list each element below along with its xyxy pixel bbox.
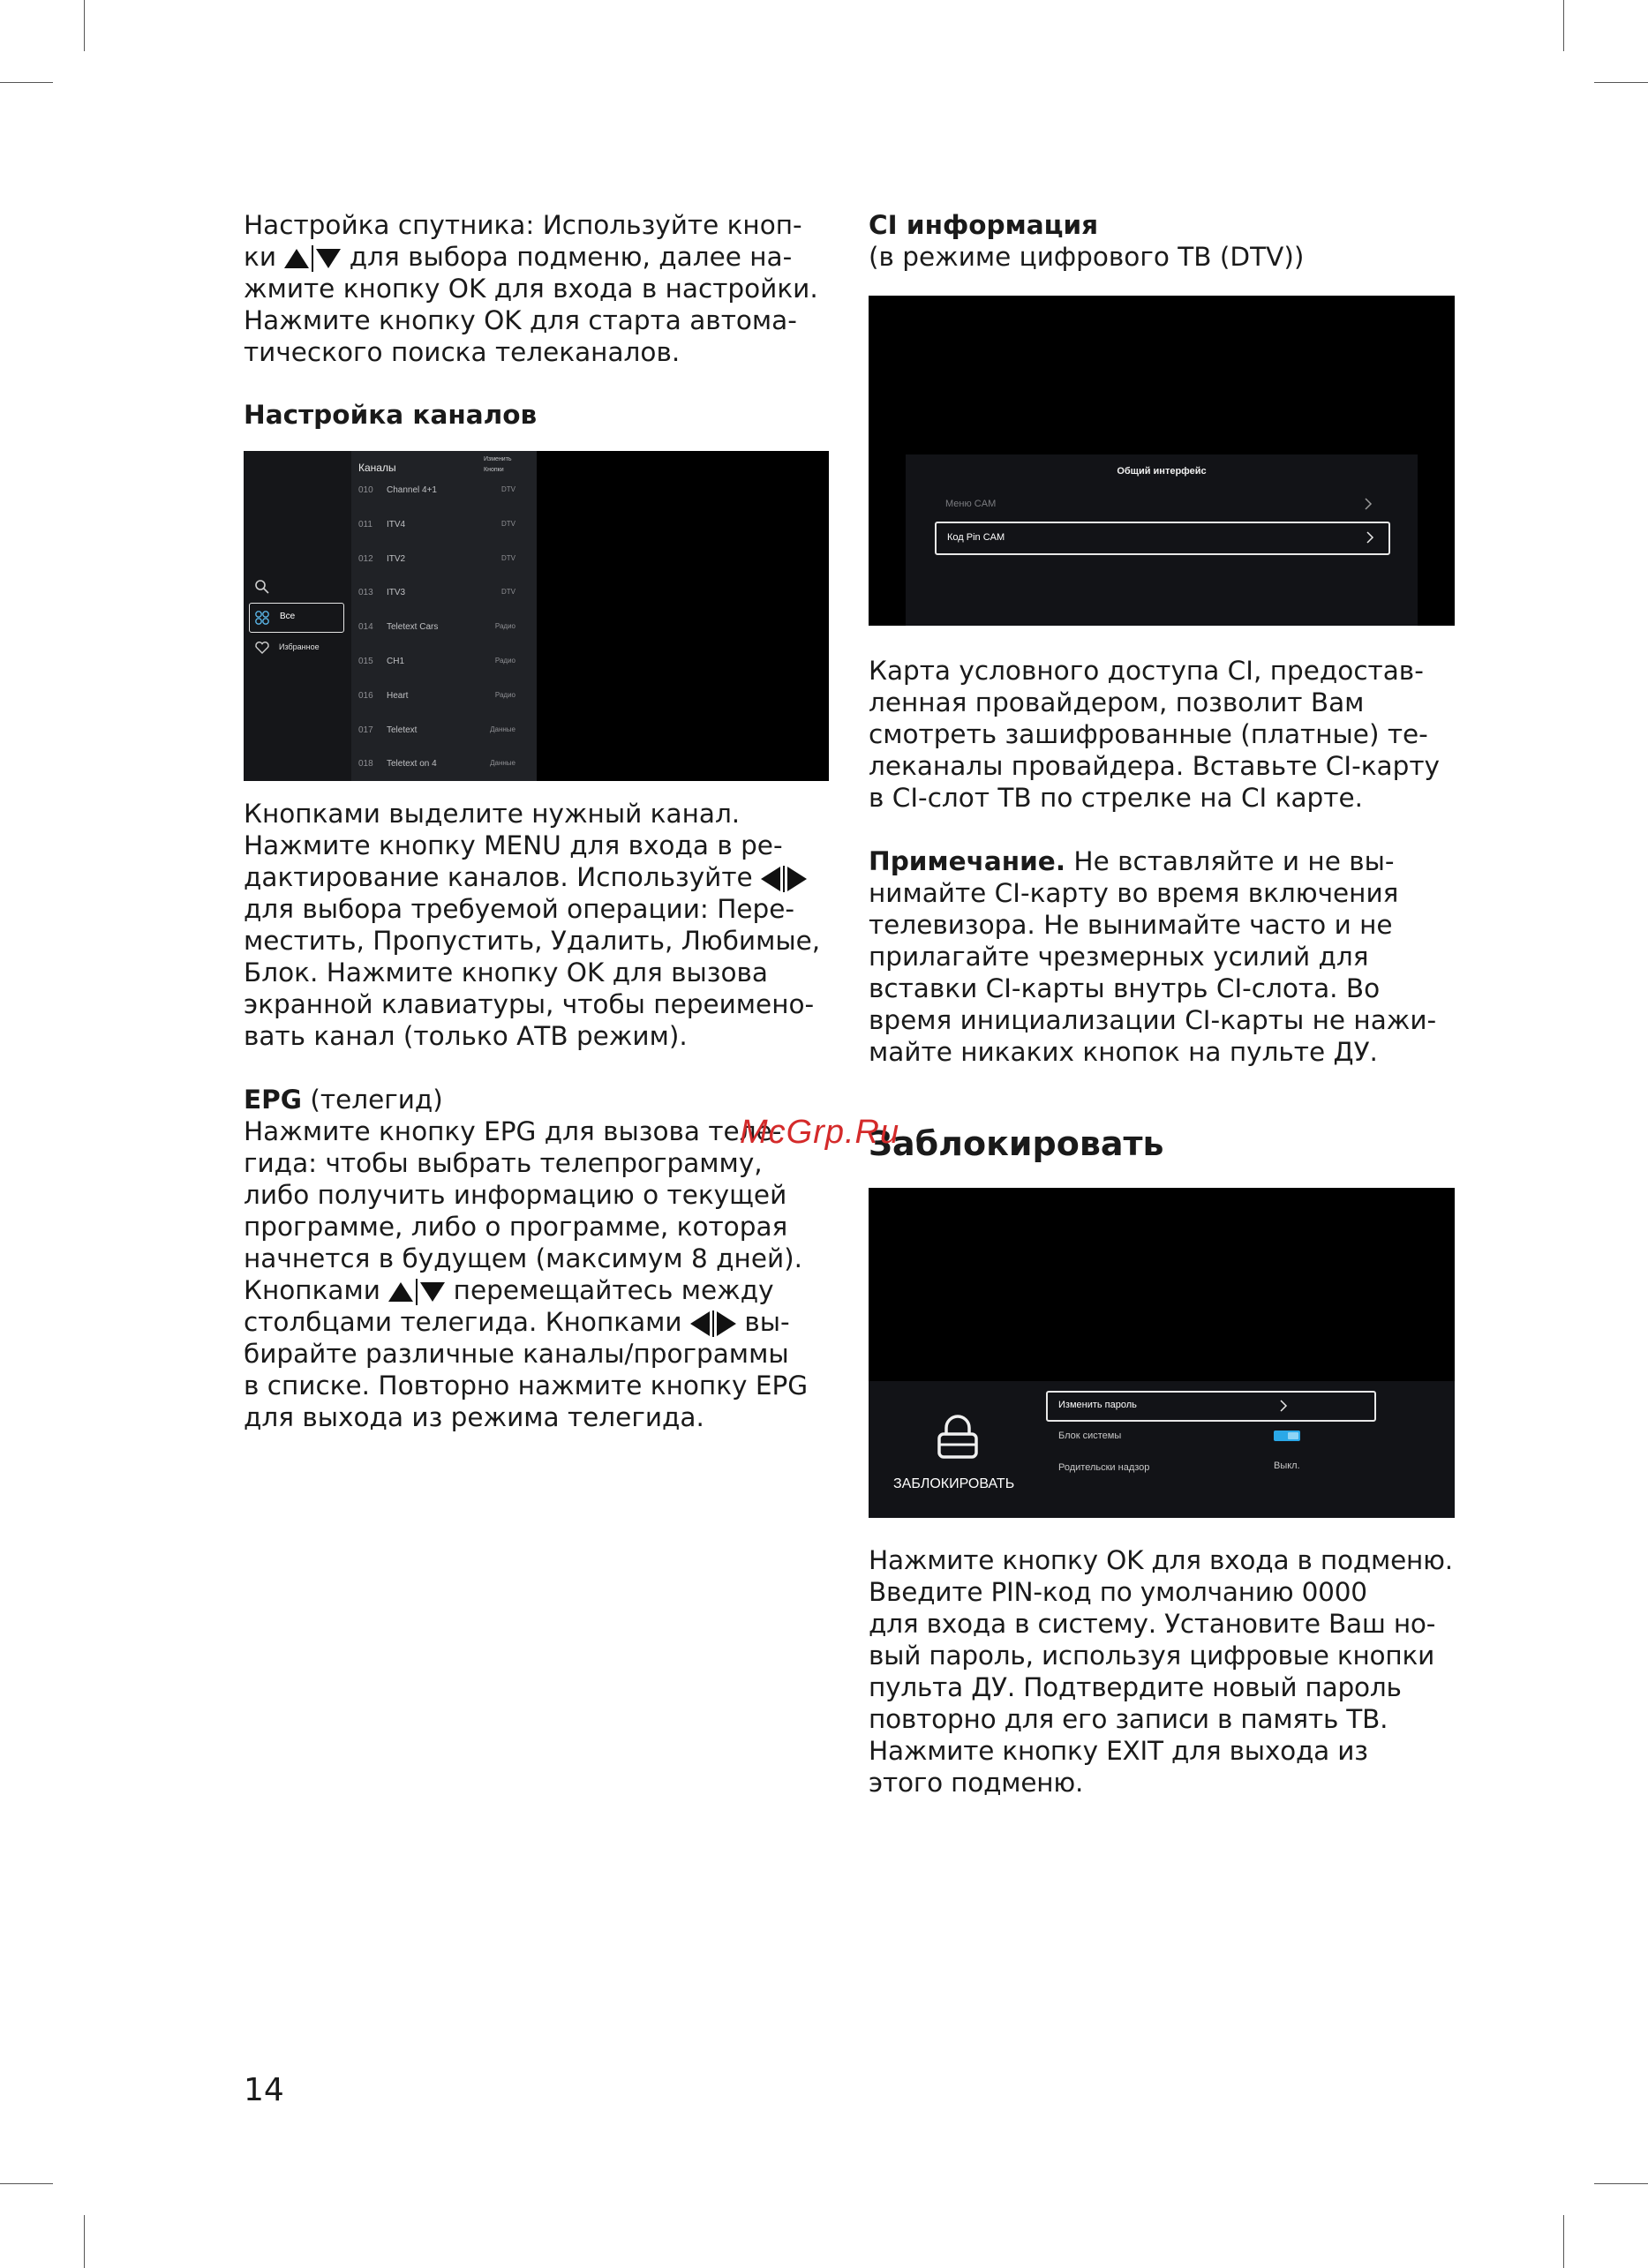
chevron-right-icon xyxy=(1364,497,1373,511)
para-channels xyxy=(244,798,830,1052)
para-channels-text-1: Кнопками выделите нужный канал. Нажмите кнопку MENU для входа в ре- дактирование каналов. Используйте xyxy=(244,799,783,892)
system-lock-label: Блок системы xyxy=(1058,1431,1122,1441)
channel-name: CH1 xyxy=(387,657,405,666)
separator xyxy=(783,866,785,892)
para-epg-text-1: Нажмите кнопку EPG для вызова теле- гида: чтобы выбрать телепрограмму, либо получить информацию о текущей программе, либо о программе, которая начнется в будущем (максимум 8 дней). Кнопками xyxy=(244,1116,803,1305)
channel-num: 018 xyxy=(358,759,373,769)
search-icon xyxy=(254,579,270,595)
channel-type: DTV xyxy=(501,554,515,562)
lock-heading-block xyxy=(869,1124,1455,1163)
chevron-right-icon xyxy=(1366,530,1374,544)
edit-label[interactable]: Изменить xyxy=(484,456,512,462)
para-lock: Нажмите кнопку OK для входа в подменю. Введите PIN-код по умолчанию 0000 для входа в систему. Установите Ваш но- вый пароль, используя цифровые кнопки пульта ДУ. Подтвердите новый пароль повторно для его записи в память ТВ. Нажмите кнопку EXIT для выхода из этого подменю. xyxy=(869,1545,1453,1798)
watermark: McGrp.Ru xyxy=(740,1114,900,1151)
epg-subtitle: (телегид) xyxy=(302,1085,443,1115)
channel-type: DTV xyxy=(501,588,515,596)
channel-row[interactable] xyxy=(358,759,531,777)
channel-name: Teletext on 4 xyxy=(387,759,437,769)
separator xyxy=(712,1310,714,1337)
lock-heading: Заблокировать xyxy=(869,1124,1164,1163)
toggle-knob xyxy=(1288,1432,1298,1439)
note-label: Примечание. xyxy=(869,846,1066,876)
note-text: Не вставляйте и не вы- нимайте CI-карту во время включения телевизора. Не вынимайте часто и не прилагайте чрезмерных усилий для вставки CI-карты внутрь CI-слота. Во время инициализации CI-карты не нажи- майте никаких кнопок на пульте ДУ. xyxy=(869,846,1437,1067)
separator xyxy=(416,1279,418,1305)
ci-panel xyxy=(906,454,1418,626)
epg-heading-line xyxy=(244,1084,830,1115)
para-ci: Карта условного доступа CI, предостав- ленная провайдером, позволит Вам смотреть зашифрованные (платные) те- леканалы провайдера. Вставьте CI-карту в CI-слот ТВ по стрелке на CI карте. xyxy=(869,656,1440,813)
parental-control-value: Выкл. xyxy=(1274,1461,1300,1471)
channel-num: 011 xyxy=(358,520,372,529)
ci-menu-cam-label: Меню CAM xyxy=(945,499,997,509)
lock-label: ЗАБЛОКИРОВАТЬ xyxy=(893,1476,1015,1491)
crop-mark xyxy=(84,2215,85,2268)
channel-type: Данные xyxy=(490,759,515,767)
channel-num: 015 xyxy=(358,657,373,666)
sidebar-item-all-label: Все xyxy=(280,612,296,621)
channel-sidebar xyxy=(244,451,351,781)
channel-type: DTV xyxy=(501,520,515,528)
channel-type: Радио xyxy=(494,622,515,630)
lock-screen xyxy=(869,1188,1455,1518)
left-column xyxy=(244,209,830,368)
separator xyxy=(312,245,313,272)
arrow-down-icon xyxy=(420,1282,445,1302)
crop-mark xyxy=(1594,82,1648,83)
channel-row[interactable] xyxy=(358,520,531,537)
channel-name: Heart xyxy=(387,691,409,701)
channel-name: Channel 4+1 xyxy=(387,485,437,495)
channel-name: Teletext Cars xyxy=(387,622,439,632)
channel-name: ITV4 xyxy=(387,520,406,529)
heading-channels: Настройка каналов xyxy=(244,400,538,430)
parental-control-label: Родительски надзор xyxy=(1058,1462,1150,1473)
sidebar-item-all[interactable] xyxy=(249,603,344,633)
channel-row[interactable] xyxy=(358,657,531,674)
channel-row[interactable] xyxy=(358,554,531,572)
para-satellite-rest: для выбора подменю, далее на- жмите кнопку OK для входа в настройки. Нажмите кнопку OK для старта автома- тического поиска телеканалов. xyxy=(244,242,818,367)
channel-row[interactable] xyxy=(358,725,531,743)
arrow-left-icon xyxy=(690,1311,710,1336)
crop-mark xyxy=(84,0,85,51)
lock-panel xyxy=(869,1381,1455,1518)
page-number: 14 xyxy=(244,2072,284,2108)
channel-num: 012 xyxy=(358,554,373,564)
parental-control-item[interactable] xyxy=(1046,1455,1373,1482)
channel-type: DTV xyxy=(501,485,515,493)
arrow-up-icon xyxy=(284,249,309,268)
channel-num: 013 xyxy=(358,588,373,597)
ci-heading: CI информация xyxy=(869,210,1099,240)
channel-name: Teletext xyxy=(387,725,418,735)
channel-row[interactable] xyxy=(358,691,531,709)
buttons-label[interactable]: Кнопки xyxy=(484,467,504,473)
system-lock-toggle[interactable] xyxy=(1274,1431,1300,1441)
sidebar-item-favorites-label: Избранное xyxy=(279,642,320,651)
arrow-down-icon xyxy=(316,249,341,268)
grid-icon xyxy=(254,610,270,626)
channel-num: 017 xyxy=(358,725,373,735)
ci-pin-cam-label: Код Pin CAM xyxy=(947,532,1005,543)
crop-mark xyxy=(0,82,53,83)
para-epg-text-3: вы- бирайте различные каналы/программы в списке. Повторно нажмите кнопку EPG для выхода из режима телегида. xyxy=(244,1307,809,1432)
para-note xyxy=(869,845,1455,1068)
arrow-left-icon xyxy=(761,867,780,891)
crop-mark xyxy=(1594,2183,1648,2184)
channel-type: Радио xyxy=(494,691,515,699)
channel-row[interactable] xyxy=(358,588,531,605)
crop-mark xyxy=(1563,0,1564,51)
crop-mark xyxy=(0,2183,53,2184)
para-satellite xyxy=(244,209,830,368)
lock-text-block xyxy=(869,1544,1455,1799)
change-password-item[interactable] xyxy=(1046,1391,1376,1422)
crop-mark xyxy=(1563,2215,1564,2268)
ci-subheading: (в режиме цифрового ТВ (DTV)) xyxy=(869,242,1305,272)
channels-text-block xyxy=(244,798,830,1052)
change-password-label: Изменить пароль xyxy=(1058,1400,1137,1410)
ci-heading-block xyxy=(869,209,1455,273)
channel-list-title: Каналы xyxy=(358,462,396,474)
note-block xyxy=(869,845,1455,1068)
channel-row[interactable] xyxy=(358,485,531,503)
para-epg xyxy=(244,1115,830,1433)
para-channels-text-2: для выбора требуемой операции: Пере- местить, Пропустить, Удалить, Любимые, Блок. Нажмите кнопку OK для вызова экранной клавиатуры, чтобы переимено- вать канал (только АТВ режим). xyxy=(244,894,821,1051)
lock-icon xyxy=(934,1413,982,1461)
epg-title: EPG xyxy=(244,1085,302,1115)
channels-heading-block xyxy=(244,399,830,431)
ci-text-block xyxy=(869,655,1455,814)
channel-name: ITV2 xyxy=(387,554,406,564)
para-epg-text-2: перемещайтесь между столбцами телегида. Кнопками xyxy=(244,1275,774,1337)
heart-icon xyxy=(254,641,270,655)
chevron-right-icon xyxy=(1279,1399,1288,1413)
channel-list-screen xyxy=(244,451,829,781)
channel-type: Радио xyxy=(494,657,515,665)
ci-pin-cam-item[interactable] xyxy=(935,522,1390,555)
channel-name: ITV3 xyxy=(387,588,406,597)
channel-num: 010 xyxy=(358,485,373,495)
ci-menu-cam-item[interactable] xyxy=(935,490,1388,516)
channel-type: Данные xyxy=(490,725,515,733)
para-satellite-text: Настройка спутника: Используйте кноп- ки xyxy=(244,210,802,272)
system-lock-item[interactable] xyxy=(1046,1423,1373,1450)
arrow-up-icon xyxy=(388,1282,413,1302)
ci-screen xyxy=(869,296,1455,626)
channel-num: 016 xyxy=(358,691,373,701)
arrow-right-icon xyxy=(717,1311,736,1336)
channel-num: 014 xyxy=(358,622,373,632)
sidebar-item-favorites[interactable] xyxy=(249,636,342,661)
channel-row[interactable] xyxy=(358,622,531,640)
channel-list xyxy=(351,451,537,781)
ci-panel-title: Общий интерфейс xyxy=(1117,466,1207,477)
arrow-right-icon xyxy=(787,867,807,891)
